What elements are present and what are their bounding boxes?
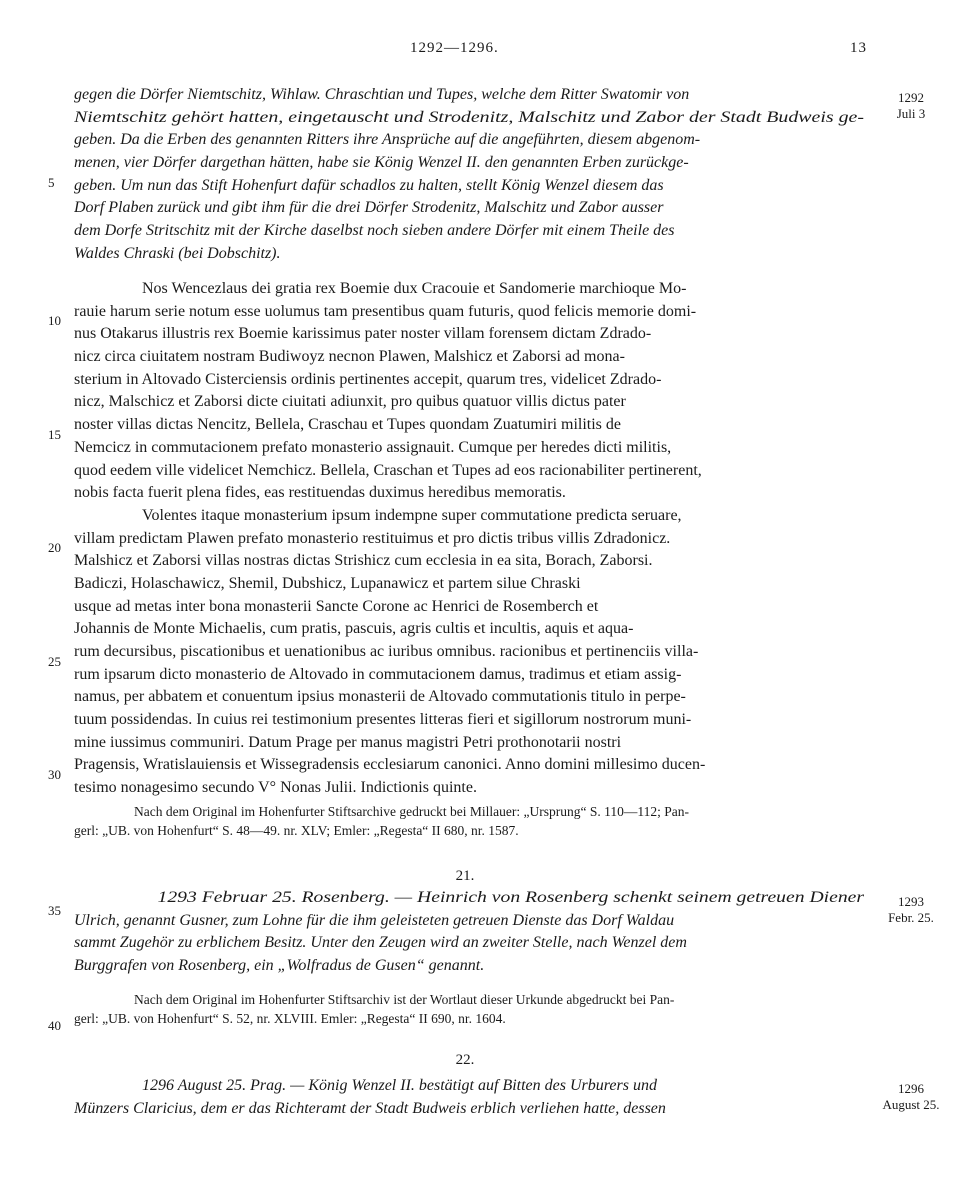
charter-line: Johannis de Monte Michaelis, cum pratis, pascuis, agris cultis et incultis, aquis et aqua- (74, 620, 634, 638)
charter-text (74, 278, 864, 800)
margin-day: Juli 3 (896, 106, 926, 121)
charter-line: nicz circa ciuitatem nostram Budiwoyz necnon Plawen, Malshicz et Zaborsi ad mona- (74, 348, 625, 366)
charter-line: villam predictam Plawen prefato monasterio restituimus et pro dictis tribus villis Zdradonicz. (74, 529, 671, 547)
summary-line: Burggrafen von Rosenberg, ein „Wolfradus de Gusen“ genannt. (74, 957, 485, 975)
charter-line: nus Otakarus illustris rex Boemie karissimus pater noster villam forensem dictam Zdrado- (74, 325, 652, 343)
summary-line: Ulrich, genannt Gusner, zum Lohne für die ihm geleisteten getreuen Dienste das Dorf Waldau (74, 911, 675, 929)
line-number: 35 (48, 903, 61, 918)
charter-line: Malshicz et Zaborsi villas nostras dictas Strishicz cum ecclesia in ea sita, Borach, Zaborsi. (74, 552, 653, 570)
charter-line: Nos Wencezlaus dei gratia rex Boemie dux Cracouie et Sandomerie marchioque Mo- (142, 280, 687, 297)
charter-line: rum decursibus, piscationibus et uenationibus ac iuribus omnibus. racionibus et pertinenciis villa- (74, 643, 699, 660)
charter-line: quod eedem ville videlicet Nemchicz. Bellela, Craschan et Tupes ad eos racionabiliter pertinerent, (74, 461, 702, 479)
line-number: 10 (48, 313, 61, 328)
source-note-21 (74, 990, 864, 1028)
margin-year: 1293 (898, 894, 924, 909)
charter-line: noster villas dictas Nencitz, Bellela, Craschau et Tupes quondam Zuatumiri militis de (74, 416, 622, 434)
entry-22-summary (74, 1075, 864, 1120)
summary-line: Dorf Plaben zurück und gibt ihm für die drei Dörfer Strodenitz, Malschitz und Zabor ausser (74, 199, 664, 217)
line-number: 5 (48, 175, 55, 190)
summary-1292 (74, 84, 864, 266)
line-number: 20 (48, 540, 61, 555)
charter-line: usque ad metas inter bona monasterii Sancte Corone ac Henrici de Rosemberch et (74, 597, 599, 615)
charter-line: nobis facta fuerit plena fides, eas restituendas duximus heredibus memoratis. (74, 484, 566, 502)
line-number: 30 (48, 767, 61, 782)
summary-line: geben. Da die Erben des genannten Ritters ihre Ansprüche auf die angeführten, diesem abgenom- (74, 131, 701, 149)
charter-line: rum ipsarum dicto monasterio de Altovado in commutacionem damus, tradimus et etiam assig- (74, 665, 682, 683)
margin-date-1293 (872, 894, 950, 926)
charter-line: tesimo nonagesimo secundo V° Nonas Julii. Indictionis quinte. (74, 779, 477, 797)
entry-number-22: 22. (455, 1052, 475, 1068)
summary-line: 1293 Februar 25. Rosenberg. — Heinrich von Rosenberg schenkt seinem getreuen Diener (157, 889, 864, 906)
entry-21-summary (74, 887, 864, 978)
charter-line: mine iussimus communiri. Datum Prage per manus magistri Petri prothonotarii nostri (74, 733, 622, 751)
margin-day: Febr. 25. (888, 910, 934, 925)
summary-line: Waldes Chraski (bei Dobschitz). (74, 244, 281, 262)
charter-line: Nemcicz in commutacionem prefato monasterio assignauit. Cumque per heredes dicti militis, (74, 438, 672, 456)
summary-line: sammt Zugehör zu erblichem Besitz. Unter den Zeugen wird an zweiter Stelle, nach Wenzel dem (74, 934, 687, 952)
charter-line: namus, per abbatem et conuentum ipsius monasterii de Altovado commutationis titulo in perpe- (74, 688, 686, 706)
note-line: gerl: „UB. von Hohenfurt“ S. 48—49. nr. XLV; Emler: „Regesta“ II 680, nr. 1587. (74, 823, 519, 838)
charter-line: Volentes itaque monasterium ipsum indempne super commutatione predicta seruare, (142, 506, 682, 524)
line-number: 15 (48, 427, 61, 442)
line-number: 40 (48, 1018, 61, 1033)
note-line: gerl: „UB. von Hohenfurt“ S. 52, nr. XLVIII. Emler: „Regesta“ II 690, nr. 1604. (74, 1011, 506, 1026)
source-note-1292 (74, 802, 864, 840)
page-number: 13 (850, 40, 867, 56)
margin-date-1292 (872, 90, 950, 122)
line-number: 25 (48, 654, 61, 669)
charter-line: rauie harum serie notum esse uolumus tam presentibus quam futuris, quod felicis memorie domi- (74, 302, 697, 320)
summary-line: menen, vier Dörfer dargethan hätten, habe sie König Wenzel II. den genannten Erben zurückge- (74, 154, 689, 172)
summary-line: Niemtschitz gehört hatten, eingetauscht und Strodenitz, Malschitz und Zabor der Stadt Budweis ge- (74, 108, 864, 126)
summary-line: gegen die Dörfer Niemtschitz, Wihlaw. Chraschtian und Tupes, welche dem Ritter Swatomir von (74, 86, 690, 103)
charter-line: tuum possidendas. In cuius rei testimonium presentes litteras fieri et sigillorum nostrorum muni- (74, 711, 692, 729)
charter-line: nicz, Malschicz et Zaborsi dicte ciuitati adiunxit, pro quibus quatuor villis dictus pater (74, 393, 626, 411)
margin-date-1296 (872, 1081, 950, 1113)
margin-year: 1292 (898, 90, 924, 105)
note-line: Nach dem Original im Hohenfurter Stiftsarchive gedruckt bei Millauer: „Ursprung“ S. 110—112; Pan- (134, 804, 689, 819)
note-line: Nach dem Original im Hohenfurter Stiftsarchiv ist der Wortlaut dieser Urkunde abgedruckt bei Pan- (134, 992, 675, 1007)
summary-line: geben. Um nun das Stift Hohenfurt dafür schadlos zu halten, stellt König Wenzel diesem das (74, 176, 664, 194)
summary-line: Münzers Claricius, dem er das Richteramt der Stadt Budweis erblich verliehen hatte, dessen (74, 1099, 666, 1117)
margin-day: August 25. (882, 1097, 940, 1112)
charter-line: Badiczi, Holaschawicz, Shemil, Dubshicz, Lupanawicz et partem silue Chraski (74, 574, 581, 592)
summary-line: dem Dorfe Stritschitz mit der Kirche daselbst noch sieben andere Dörfer mit einem Theile des (74, 222, 675, 240)
charter-line: sterium in Altovado Cisterciensis ordinis pertinentes accepit, quarum tres, videlicet Zdrado- (74, 370, 662, 388)
running-head-years: 1292—1296. (410, 40, 499, 56)
margin-year: 1296 (898, 1081, 924, 1096)
charter-line: Pragensis, Wratislauiensis et Wissegradensis ecclesiarum canonici. Anno domini millesimo ducen- (74, 756, 706, 774)
summary-line: 1296 August 25. Prag. — König Wenzel II. bestätigt auf Bitten des Urburers und (142, 1077, 657, 1094)
entry-number-21: 21. (455, 868, 475, 884)
